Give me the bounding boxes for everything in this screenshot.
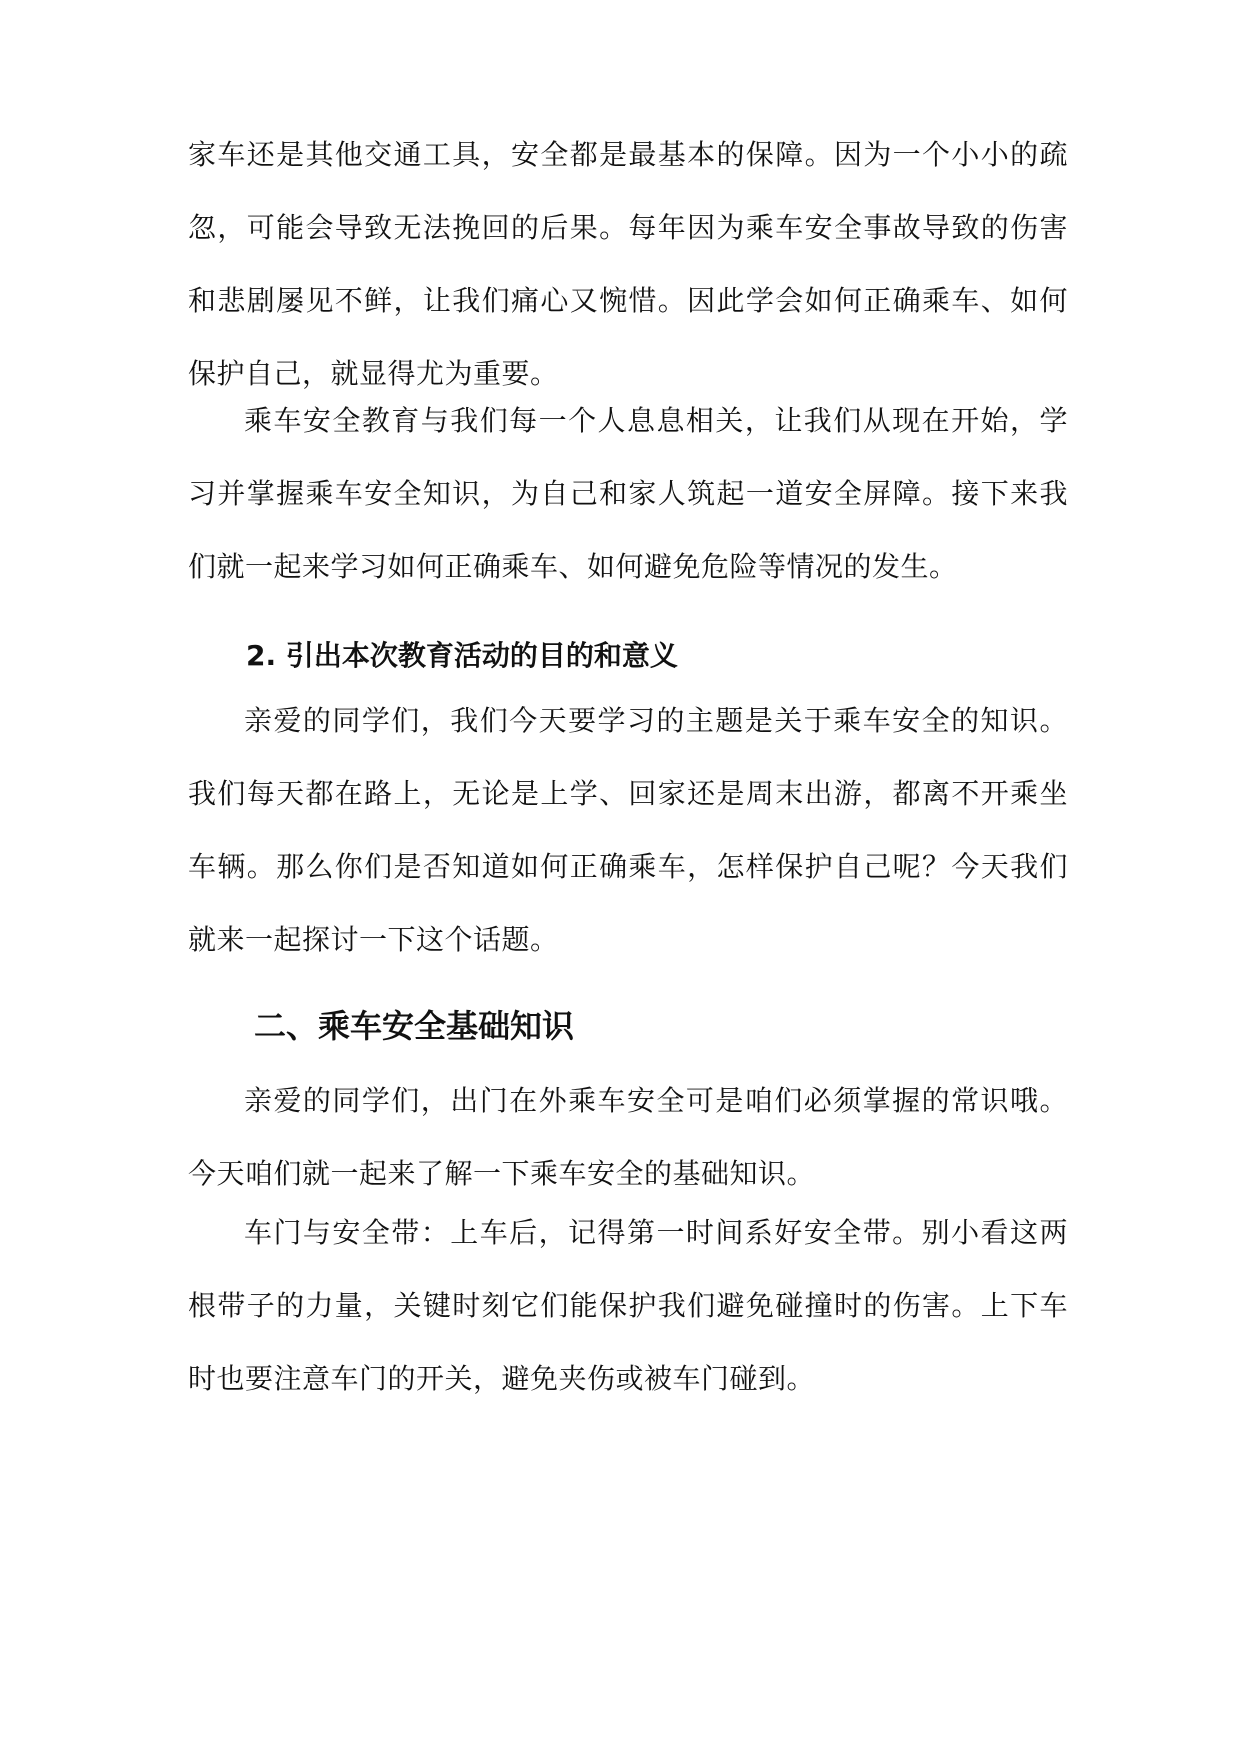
paragraph-topic-intro: 亲爱的同学们，我们今天要学习的主题是关于乘车安全的知识。我们每天都在路上，无论是上学、回家还是周末出游，都离不开乘坐车辆。那么你们是否知道如何正确乘车，怎样保护自己呢？今天我们就来一起探讨一下这个话题。 — [188, 704, 1068, 956]
paragraph-intro-continued: 家车还是其他交通工具，安全都是最基本的保障。因为一个小小的疏忽，可能会导致无法挽回的后果。每年因为乘车安全事故导致的伤害和悲剧屡见不鲜，让我们痛心又惋惜。因此学会如何正确乘车、如何保护自己，就显得尤为重要。 — [188, 138, 1068, 390]
paragraph-door-seatbelt: 车门与安全带：上车后，记得第一时间系好安全带。别小看这两根带子的力量，关键时刻它们能保护我们避免碰撞时的伤害。上下车时也要注意车门的开关，避免夹伤或被车门碰到。 — [188, 1216, 1068, 1395]
subheading-purpose: 2. 引出本次教育活动的目的和意义 — [246, 639, 678, 672]
paragraph-safety-education: 乘车安全教育与我们每一个人息息相关，让我们从现在开始，学习并掌握乘车安全知识，为自己和家人筑起一道安全屏障。接下来我们就一起来学习如何正确乘车、如何避免危险等情况的发生。 — [188, 404, 1068, 583]
section-heading-basics: 二、乘车安全基础知识 — [254, 1007, 575, 1045]
paragraph-basics-intro: 亲爱的同学们，出门在外乘车安全可是咱们必须掌握的常识哦。今天咱们就一起来了解一下乘车安全的基础知识。 — [188, 1084, 1068, 1190]
